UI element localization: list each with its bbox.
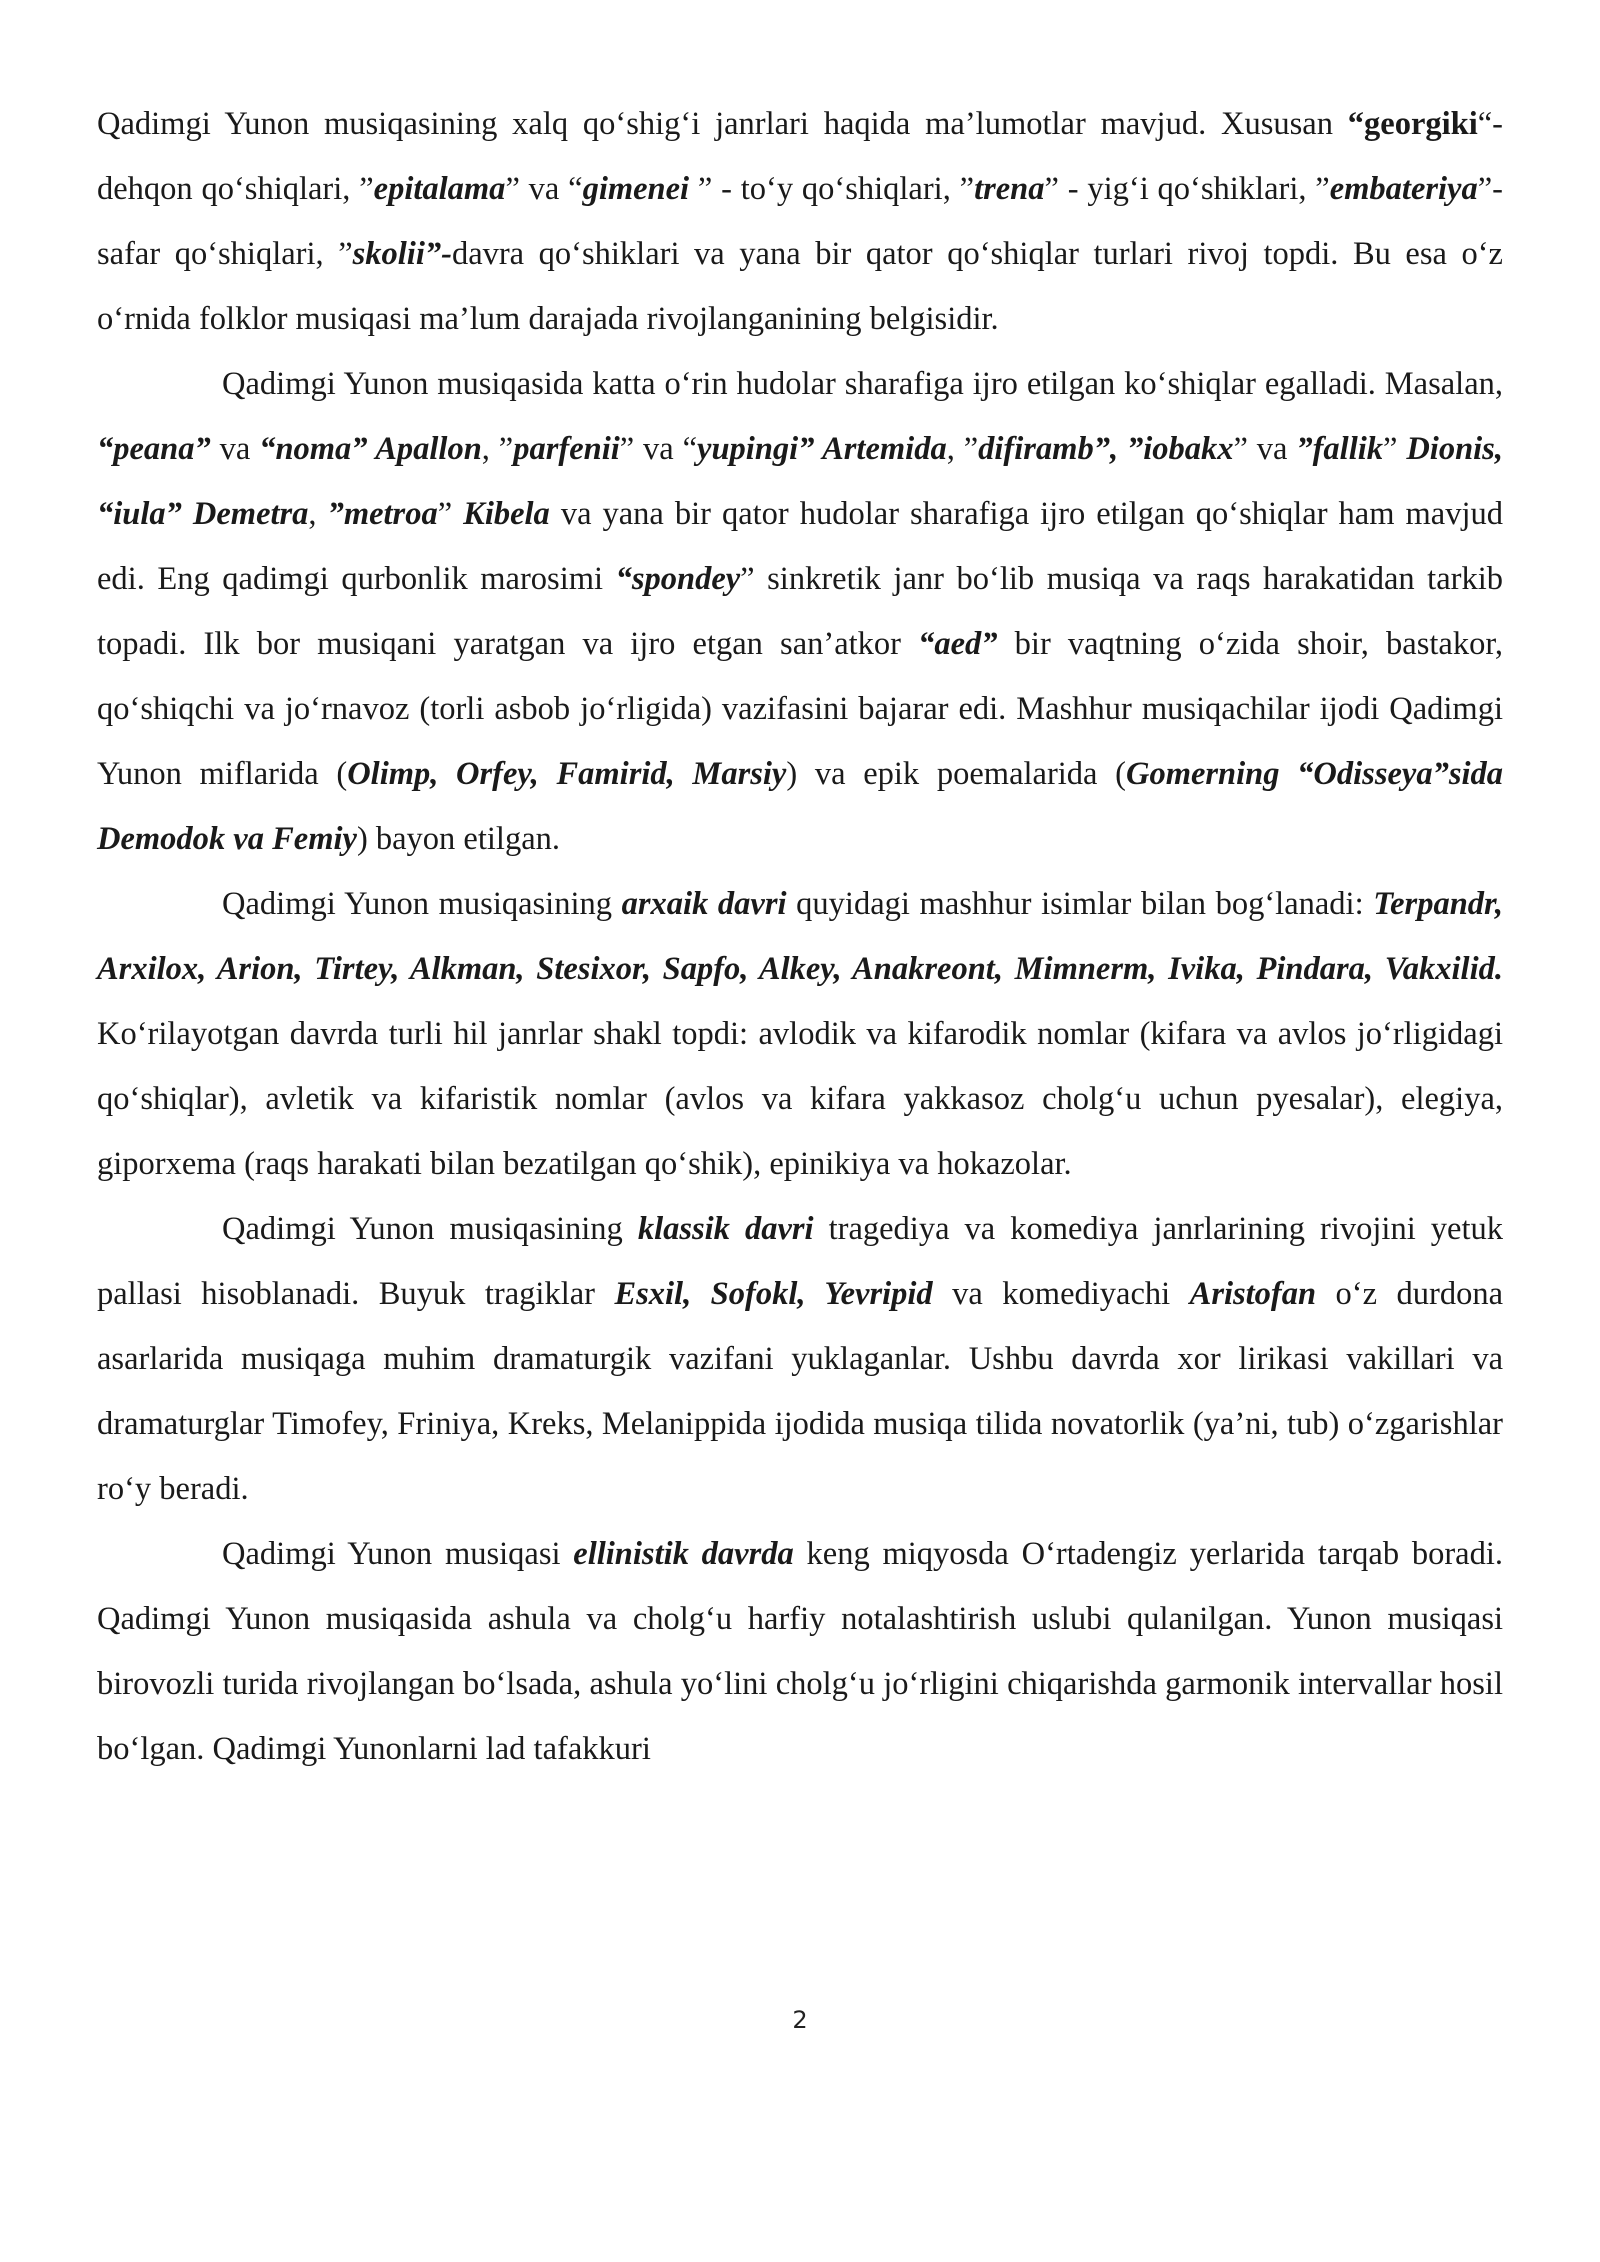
text-run: davra qo‘shiklari va yana bir qator qo‘shiqlar turlari rivoj topdi. Bu esa o‘z o‘rnida folklor musiqasi ma’lum darajada rivojlanganining belgisidir. — [97, 236, 1503, 337]
text-run: , ” — [946, 431, 979, 467]
bold-italic-run — [614, 1276, 932, 1312]
emphasized-term: Terpandr, Arxilox, Arion, Tirtey, Alkman, Stesixor, Sapfo, Alkey, Anakreont, Mimnerm, Ivika, Pindara, Vakxilid. — [97, 886, 1503, 987]
text-run: ” sinkretik janr bo‘lib musiqa va raqs harakatidan tarkib topadi. Ilk bor musiqani yaratgan va ijro etgan san’atkor — [97, 561, 1503, 662]
emphasized-term: ”metroa — [327, 496, 438, 532]
text-run: va yana bir qator hudolar sharafiga ijro etilgan qo‘shiqlar ham mavjud edi. Eng qadimgi qurbonlik marosimi — [97, 496, 1503, 597]
bold-italic-run — [463, 496, 550, 532]
paragraph — [97, 352, 1503, 872]
bold-italic-run — [347, 756, 786, 792]
bold-italic-run — [616, 561, 741, 597]
text-run: keng miqyosda O‘rtadengiz yerlarida tarqab boradi. Qadimgi Yunon musiqasida ashula va cholg‘u harfiy notalashtirish uslubi qulanilgan. Yunon musiqasi birovozli turida rivojlangan bo‘lsada, ashula yo‘lini cholg‘u jo‘rligini chiqarishda garmonik intervallar hosil bo‘lgan. Qadimgi Yunonlarni lad tafakkuri — [97, 1536, 1503, 1767]
text-run: Qadimgi Yunon musiqasi — [222, 1536, 574, 1572]
text-run: , — [308, 496, 328, 532]
text-run: Qadimgi Yunon musiqasining — [222, 886, 622, 922]
bold-italic-run — [573, 1536, 793, 1572]
text-run: ” - yig‘i qo‘shiklari, ” — [1044, 171, 1330, 207]
emphasized-term: Kibela — [463, 496, 550, 532]
emphasized-term: trena — [974, 171, 1045, 207]
bold-italic-run — [638, 1211, 814, 1247]
emphasized-term: arxaik davri — [621, 886, 787, 922]
text-run: Qadimgi Yunon musiqasida katta o‘rin hudolar sharafiga ijro etilgan ko‘shiqlar egalladi. Masalan, — [222, 366, 1503, 402]
bold-italic-run — [974, 171, 1044, 207]
bold-italic-run — [97, 431, 211, 467]
bold-italic-run — [918, 626, 997, 662]
text-run: va — [210, 431, 260, 467]
bold-italic-run — [374, 171, 506, 207]
bold-italic-run — [978, 431, 1233, 467]
emphasized-term: Aristofan — [1189, 1276, 1317, 1312]
text-run: bir vaqtning o‘zida shoir, bastakor, qo‘shiqchi va jo‘rnavoz (torli asbob jo‘rligida) vazifasini bajarar edi. Mashhur musiqachilar ijodi Qadimgi Yunon miflarida ( — [97, 626, 1503, 792]
bold-italic-run — [622, 886, 787, 922]
emphasized-term: “spondey — [615, 561, 741, 597]
document-page — [97, 92, 1503, 1782]
page-number: 2 — [792, 2006, 808, 2034]
emphasized-term: epitalama — [373, 171, 506, 207]
emphasized-term: parfenii — [513, 431, 620, 467]
emphasized-term: gimenei — [582, 171, 690, 207]
emphasized-term: yupingi” Artemida — [697, 431, 947, 467]
bold-italic-run — [259, 431, 482, 467]
text-run: ” — [1383, 431, 1407, 467]
text-run: Qadimgi Yunon musiqasining — [222, 1211, 638, 1247]
text-run: tragediya va komediya janrlarining rivojini yetuk pallasi hisoblanadi. Buyuk tragiklar — [97, 1211, 1503, 1312]
bold-italic-run — [697, 431, 947, 467]
emphasized-term: Esxil, Sofokl, Yevripid — [614, 1276, 933, 1312]
bold-italic-run — [1296, 431, 1383, 467]
bold-italic-run — [1330, 171, 1478, 207]
text-run: va komediyachi — [932, 1276, 1190, 1312]
emphasized-term: klassik davri — [637, 1211, 814, 1247]
text-run: Ko‘rilayotgan davrda turli hil janrlar shakl topdi: avlodik va kifarodik nomlar (kifara va avlos jo‘rligidagi qo‘shiqlar), avletik va kifaristik nomlar (avlos va kifara yakkasoz cholg‘u uchun pyesalar), elegiya, giporxema (raqs harakati bilan bezatilgan qo‘shik), epinikiya va hokazolar. — [97, 1016, 1503, 1182]
emphasized-term: Olimp, Orfey, Famirid, Marsiy — [347, 756, 787, 792]
text-run: ”- safar qo‘shiqlari, ” — [97, 171, 1503, 272]
bold-italic-run — [1190, 1276, 1316, 1312]
text-run: quyidagi mashhur isimlar bilan bog‘lanadi: — [786, 886, 1374, 922]
emphasized-term: ellinistik davrda — [573, 1536, 794, 1572]
bold-italic-run — [353, 236, 452, 272]
paragraph — [97, 1522, 1503, 1782]
text-run: ) va epik poemalarida ( — [786, 756, 1126, 792]
text-run: ) bayon etilgan. — [356, 821, 560, 857]
emphasized-term: “noma” Apallon — [259, 431, 482, 467]
emphasized-term: ”fallik — [1296, 431, 1384, 467]
emphasized-term: embateriya — [1329, 171, 1478, 207]
text-run: ” — [437, 496, 464, 532]
text-run: o‘z durdona asarlarida musiqaga muhim dramaturgik vazifani yuklaganlar. Ushbu davrda xor lirikasi vakillari va dramaturglar Timofey, Friniya, Kreks, Melanippida ijodida musiqa tilida novatorlik (ya’ni, tub) o‘zgarishlar ro‘y beradi. — [97, 1276, 1504, 1507]
bold-italic-run — [513, 431, 620, 467]
bold-italic-run — [583, 171, 690, 207]
emphasized-term: difiramb”, ”iobakx — [978, 431, 1234, 467]
text-run: ” - to‘y qo‘shiqlari, ” — [689, 171, 975, 207]
paragraph — [97, 1197, 1503, 1522]
text-run: Qadimgi Yunon musiqasining xalq qo‘shig‘i janrlari haqida ma’lumotlar mavjud. Xususan — [97, 106, 1348, 142]
paragraph — [97, 872, 1503, 1197]
emphasized-term: “peana” — [97, 431, 211, 467]
emphasized-term: skolii”- — [352, 236, 452, 272]
emphasized-term: “aed” — [918, 626, 998, 662]
document-body — [97, 92, 1503, 1782]
bold-italic-run — [328, 496, 438, 532]
bold-run: “georgiki — [1347, 106, 1478, 142]
text-run: , ” — [481, 431, 514, 467]
emphasized-term: Gomerning “Odisseya”sida Demodok va Femiy — [97, 756, 1503, 857]
text-run: ” va — [1233, 431, 1297, 467]
text-run: “- dehqon qo‘shiqlari, ” — [97, 106, 1503, 207]
text-run: ” va “ — [619, 431, 698, 467]
emphasized-term: Dionis, “iula” Demetra — [97, 431, 1503, 532]
paragraph — [97, 92, 1503, 352]
text-run: ” va “ — [505, 171, 583, 207]
